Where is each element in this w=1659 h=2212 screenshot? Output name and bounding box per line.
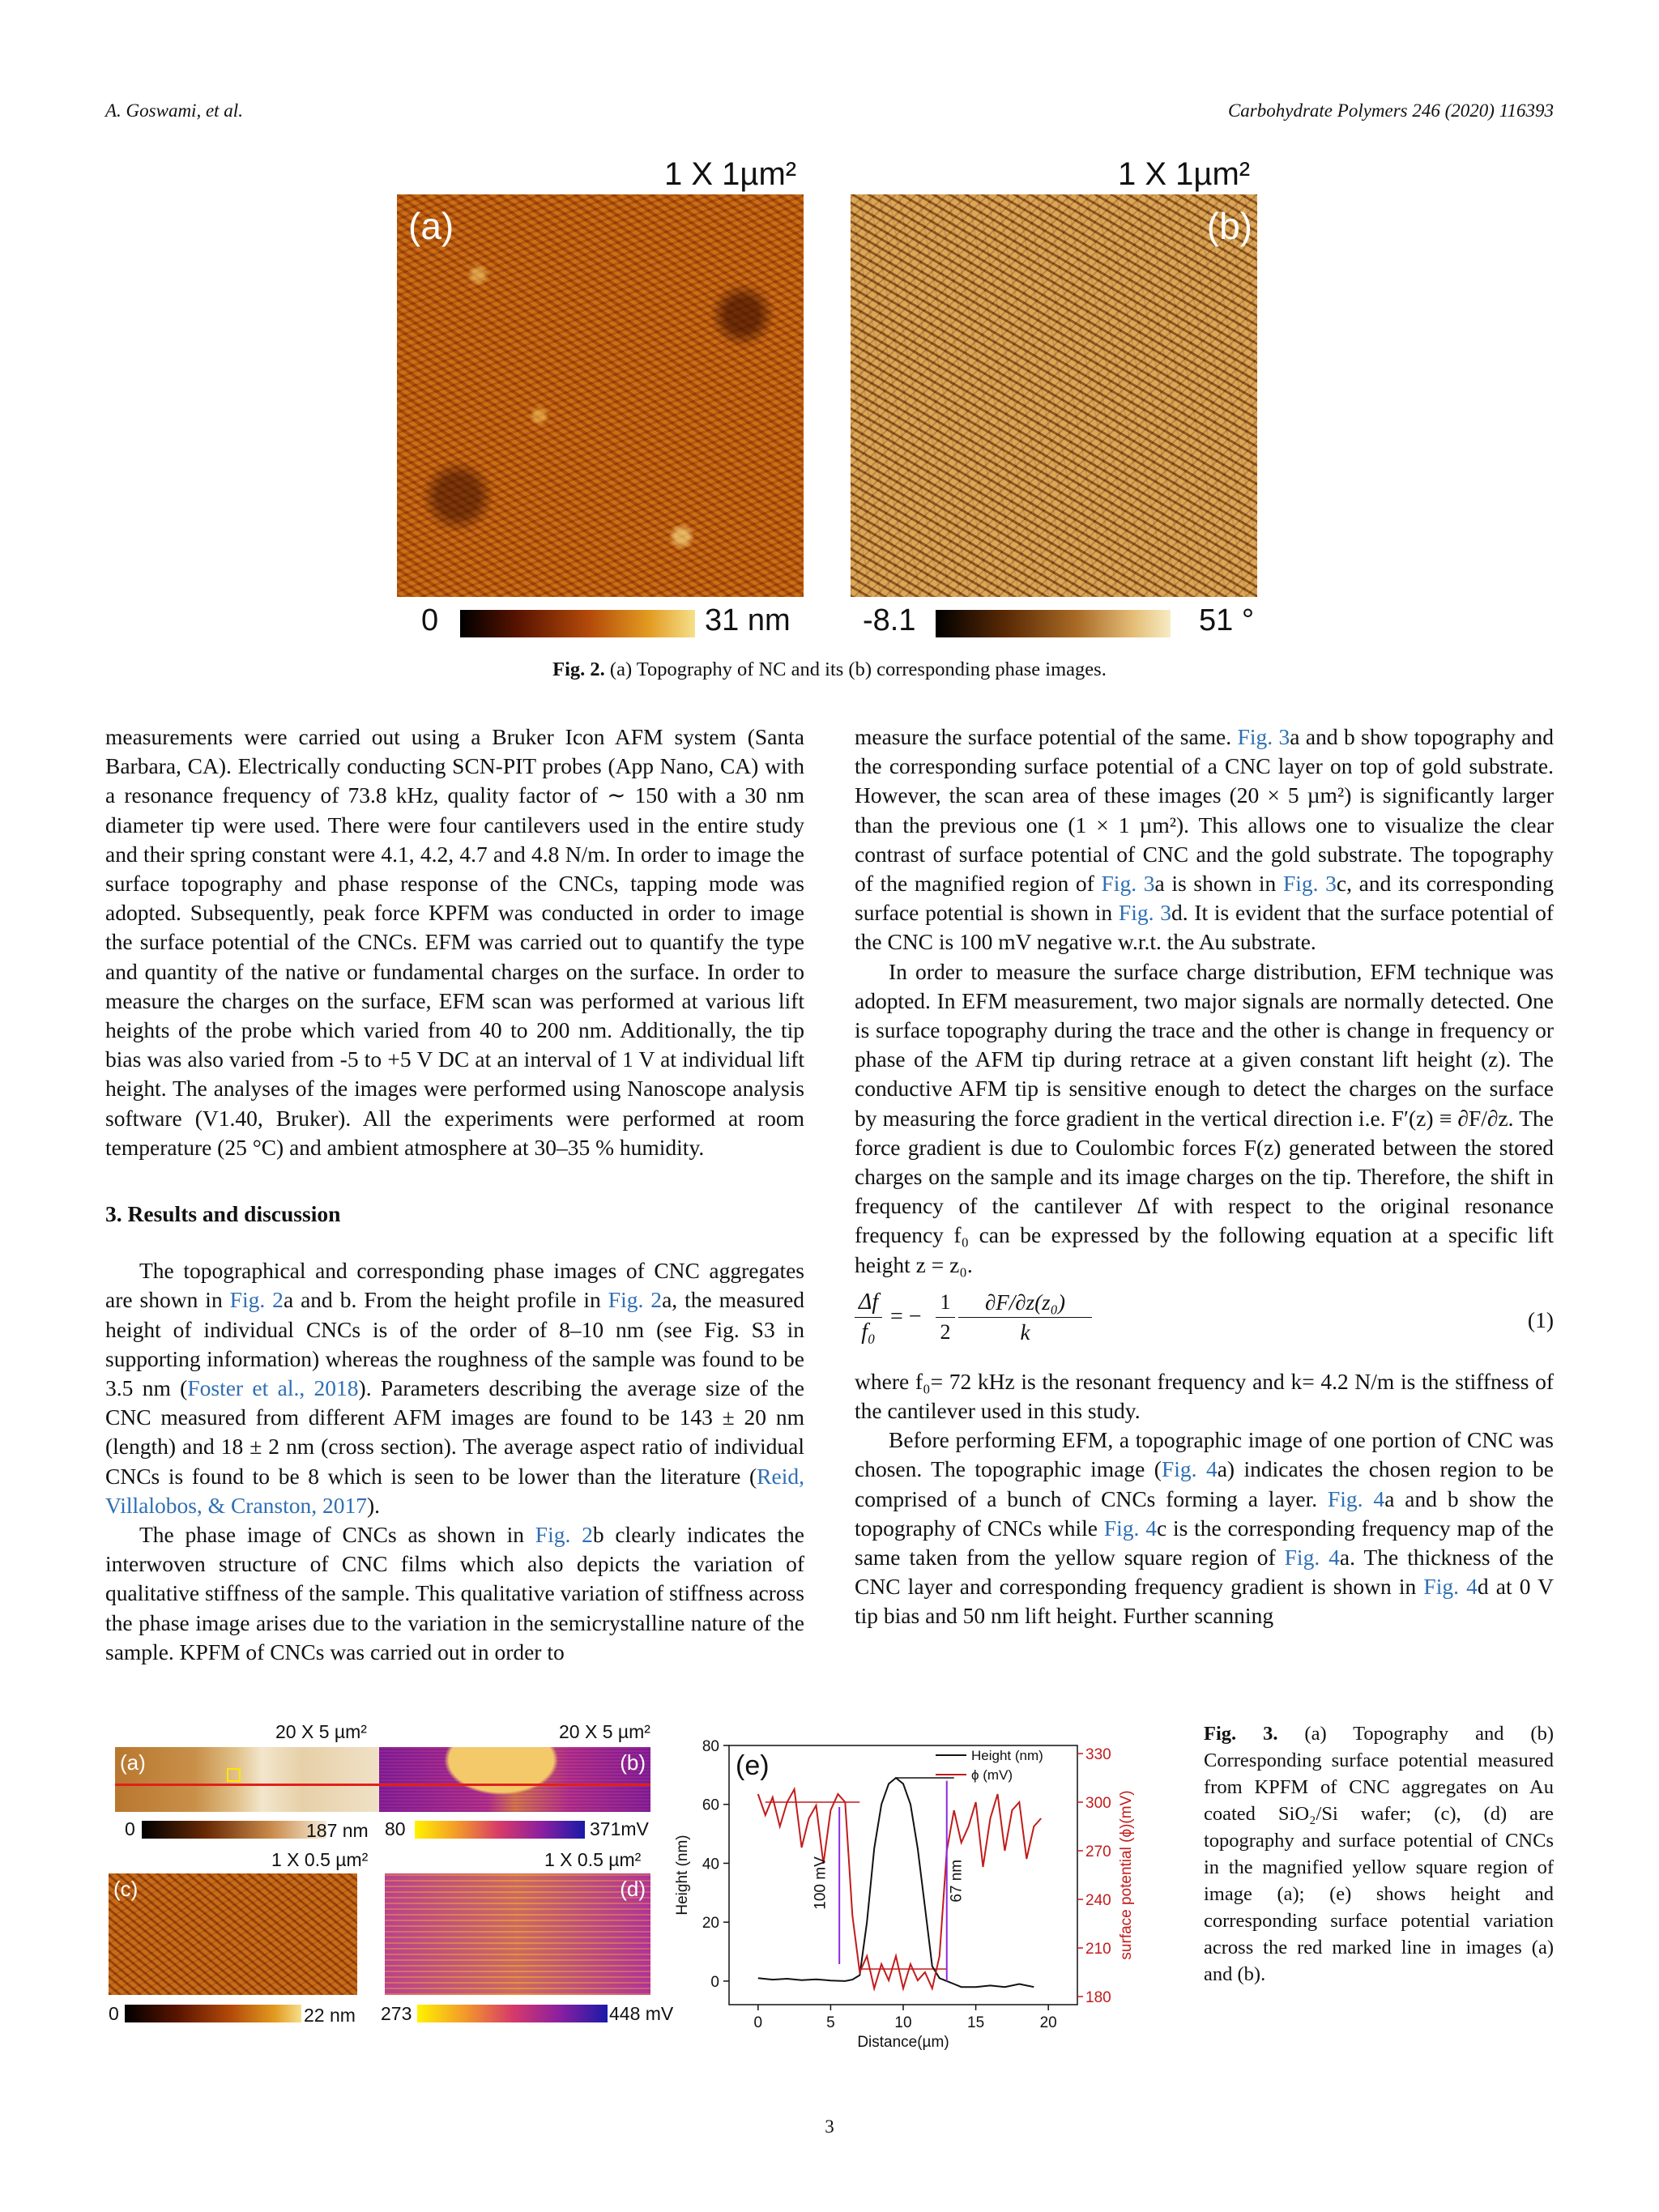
fig3d-label: (d) — [620, 1877, 646, 1901]
running-header-authors: A. Goswami, et al. — [105, 100, 243, 121]
y-axis-label: Height (nm) — [674, 1835, 691, 1916]
right-column — [855, 722, 1554, 1631]
paragraph-efm: In order to measure the surface charge distribution, EFM technique was adopted. In EFM measurement, two major signals are normally detected. One is surface topography during the trace and the other is change in frequency or phase of the AFM tip during retrace at a given constant lift height (z). The conductive AFM tip is sensitive enough to detect the charges on the surface by measuring the force gradient in the vertical direction i.e. F′(z) ≡ ∂F/∂z. The force gradient is due to Coulombic forces F(z) generated between the stored charges on the sample and its image charges on the tip. Therefore, the shift in frequency of the cantilever Δf with respect to the original resonance frequency f₀ can be expressed by the following equation at a specific lift height z = z₀. — [855, 958, 1554, 1277]
running-header-journal: Carbohydrate Polymers 246 (2020) 116393 — [1227, 100, 1554, 121]
equation-1 — [855, 1288, 1554, 1356]
fig3c-colorbar — [125, 2005, 301, 2022]
link-fig4[interactable]: Fig. 4 — [1161, 1456, 1218, 1482]
x-tick-label: 0 — [753, 2014, 763, 2031]
eq-gradient-numerator: ∂F/∂z(z₀) — [958, 1288, 1092, 1318]
fig2a-colorbar — [460, 610, 695, 637]
x-tick-label: 10 — [894, 2014, 912, 2031]
y-right-tick-label: 270 — [1085, 1843, 1111, 1860]
fig3c-topography-image — [109, 1873, 357, 1995]
paragraph-methods-cont: measurements were carried out using a Bruker Icon AFM system (Santa Barbara, CA). Electrically conducting SCN-PIT probes (App Nano, CA) with a resonance frequency of 73.8 kHz, quality factor of ∼ 150 with a 30 nm diameter tip were used. There were four cantilevers used in the entire study and their spring constant were 4.1, 4.2, 4.7 and 4.8 N/m. In order to image the surface topography and phase response of the CNCs, tapping mode was adopted. Subsequently, peak force KPFM was conducted in order to image the surface potential of the CNCs. EFM was carried out to quantify the type and quantity of the native or fundamental charges on the surface. In order to measure the charges on the surface, EFM scan was performed at various lift heights of the probe which varied from 40 to 200 nm. Additionally, the tip bias was also varied from -5 to +5 V DC at an interval of 1 V at individual lift height. The analyses of the images were performed using Nanoscope analysis software (V1.40, Bruker). All the experiments were performed at room temperature (25 °C) and ambient atmosphere at 30–35 % humidity. — [105, 724, 804, 1160]
fig3a-topography-image — [115, 1747, 382, 1812]
fig2a-cbar-max: 31 nm — [705, 603, 791, 637]
paragraph-results-1: The topographical and corresponding phase images of CNC aggregates are shown in Fig. 2a and b. From the height profile in Fig. 2a, the measured height of individual CNCs is of the order of 8–10 nm (see Fig. S3 in supporting information) whereas the roughness of the sample was found to be 3.5 nm (Foster et al., 2018). Parameters describing the average size of the CNC measured from different AFM images are found to be 143 ± 20 nm (length) and 18 ± 2 nm (cross section). The average aspect ratio of individual CNCs is found to be 8 which is seen to be lower than the literature (Reid, Villalobos, & Cranston, 2017). — [105, 1258, 805, 1518]
y-right-tick-label: 330 — [1085, 1746, 1111, 1763]
x-tick-label: 5 — [826, 2014, 835, 2031]
fig3b-profile-line — [379, 1784, 650, 1786]
left-column — [105, 722, 804, 1667]
paragraph-kpfm: measure the surface potential of the same. Fig. 3a and b show topography and the corresponding surface potential of a CNC layer on top of gold substrate. However, the scan area of these images (20 × 5 µm²) is significantly larger than the previous one (1 × 1 µm²). This allows one to visualize the clear contrast of surface potential of CNC and the gold substrate. The topography of the magnified region of Fig. 3a is shown in Fig. 3c, and its corresponding surface potential is shown in Fig. 3d. It is evident that the surface potential of the CNC is 100 mV negative w.r.t. the Au substrate. — [855, 724, 1555, 955]
page-number: 3 — [825, 2116, 834, 2137]
y-tick-label: 20 — [702, 1915, 719, 1933]
legend-label-potential: ϕ (mV) — [971, 1767, 1013, 1783]
fig2a-label: (a) — [408, 205, 454, 247]
fig2-caption-label: Fig. 2. — [552, 658, 605, 680]
fig2-caption — [0, 658, 1659, 681]
fig3a-label: (a) — [120, 1750, 146, 1775]
fig3d-colorbar — [417, 2005, 608, 2022]
fig2a-topography-image — [397, 194, 804, 597]
fig3b-cbar-min: 80 — [385, 1818, 406, 1839]
eq-lhs-denominator: f₀ — [861, 1319, 876, 1345]
eq-equals-minus: = − — [890, 1303, 922, 1329]
y-tick-label: 60 — [702, 1796, 719, 1814]
fig3b-potential-image — [379, 1747, 650, 1812]
figure-3 — [105, 1721, 1207, 2069]
link-fig3[interactable]: Fig. 3 — [1282, 871, 1337, 897]
fig3d-cbar-min: 273 — [381, 2003, 412, 2024]
legend-label-height: Height (nm) — [971, 1748, 1043, 1763]
fig3-caption — [1204, 1720, 1554, 1988]
fig2b-cbar-min: -8.1 — [863, 603, 916, 637]
fig3a-cbar-max: 187 nm — [306, 1820, 369, 1841]
fig3b-label: (b) — [620, 1750, 646, 1775]
figure-2 — [397, 150, 1272, 652]
y-tick-label: 40 — [702, 1856, 719, 1873]
y-right-tick-label: 300 — [1085, 1795, 1111, 1812]
paragraph-where: where f₀= 72 kHz is the resonant frequency and k= 4.2 N/m is the stiffness of the cantilever used in this study. — [855, 1368, 1554, 1424]
y-tick-label: 80 — [702, 1738, 719, 1755]
x-tick-label: 15 — [967, 2014, 985, 2031]
fig3d-scale: 1 X 0.5 µm² — [544, 1849, 642, 1870]
fig2b-scale: 1 X 1µm² — [1118, 156, 1251, 192]
link-ref-reid[interactable]: Reid, Villalobos, & Cranston, 2017 — [105, 1463, 804, 1518]
x-tick-label: 20 — [1039, 2014, 1057, 2031]
link-fig4[interactable]: Fig. 4 — [1103, 1515, 1157, 1541]
fig3d-cbar-max: 448 mV — [609, 2003, 674, 2024]
link-fig2[interactable]: Fig. 2 — [229, 1287, 284, 1313]
fig2a-cbar-min: 0 — [421, 603, 439, 637]
link-fig4[interactable]: Fig. 4 — [1284, 1545, 1340, 1571]
fig2a-scale: 1 X 1µm² — [664, 156, 797, 192]
fig3b-colorbar — [415, 1821, 585, 1839]
chart-panel-label: (e) — [736, 1750, 770, 1781]
eq-half-numerator: 1 — [936, 1288, 955, 1318]
fig3a-colorbar — [142, 1821, 326, 1839]
x-axis-label: Distance(µm) — [857, 2034, 949, 2051]
fig3c-cbar-max: 22 nm — [304, 2005, 356, 2026]
section-title-results: 3. Results and discussion — [105, 1201, 341, 1227]
fig3a-yellow-square — [227, 1768, 241, 1782]
fig2b-label: (b) — [1206, 205, 1252, 247]
y-right-tick-label: 210 — [1085, 1941, 1111, 1958]
eq-lhs-numerator: Δf — [855, 1288, 882, 1318]
fig3-caption-text: (a) Topography and (b) Corresponding surface potential measured from KPFM of CNC aggregates on Au coated SiO₂/Si wafer; (c), (d) are topography and surface potential of CNCs in the magnified yellow square region of image (a); (e) shows height and corresponding surface potential variation across the red marked line in images (a) and (b). — [1204, 1723, 1555, 1985]
y-right-tick-label: 180 — [1085, 1989, 1111, 2006]
fig3-caption-label: Fig. 3. — [1204, 1723, 1278, 1745]
fig3d-potential-image — [385, 1873, 650, 1995]
fig2-caption-text: (a) Topography of NC and its (b) corresponding phase images. — [604, 658, 1107, 680]
eq-number: (1) — [1527, 1306, 1554, 1332]
annotation-100mv: 100 mV — [812, 1856, 830, 1910]
fig2b-cbar-max: 51 ° — [1199, 603, 1255, 637]
y-tick-label: 0 — [710, 1973, 719, 1991]
fig3c-scale: 1 X 0.5 µm² — [271, 1849, 369, 1870]
fig3a-profile-line — [115, 1784, 382, 1786]
y-right-tick-label: 240 — [1085, 1892, 1111, 1909]
annotation-67nm: 67 nm — [948, 1859, 966, 1903]
fig3b-scale: 20 X 5 µm² — [559, 1721, 650, 1742]
link-fig2[interactable]: Fig. 2 — [535, 1522, 593, 1548]
eq-gradient-denominator: k — [1020, 1320, 1030, 1345]
eq-half-denominator: 2 — [940, 1320, 951, 1345]
link-fig2[interactable]: Fig. 2 — [608, 1287, 663, 1313]
link-fig3[interactable]: Fig. 3 — [1237, 724, 1290, 749]
fig3c-cbar-min: 0 — [109, 2003, 119, 2024]
fig3b-cbar-max: 371mV — [590, 1818, 649, 1839]
fig3c-label: (c) — [113, 1877, 139, 1901]
link-ref-foster[interactable]: Foster et al., 2018 — [187, 1375, 359, 1401]
fig2b-phase-image — [851, 194, 1257, 597]
fig3a-scale: 20 X 5 µm² — [275, 1721, 367, 1742]
fig3e-line-chart — [656, 1721, 1207, 2069]
y-right-axis-label: surface potential (ϕ)(mV) — [1118, 1790, 1135, 1960]
link-fig3[interactable]: Fig. 3 — [1118, 900, 1171, 926]
link-fig4[interactable]: Fig. 4 — [1423, 1574, 1478, 1600]
paragraph-efm-procedure: Before performing EFM, a topographic image of one portion of CNC was chosen. The topographic image (Fig. 4a) indicates the chosen region to be comprised of a bunch of CNCs forming a layer. Fig. 4a and b show the topography of CNCs while Fig. 4c is the corresponding frequency map of the same taken from the yellow square region of Fig. 4a. The thickness of the CNC layer and corresponding frequency gradient is shown in Fig. 4d at 0 V tip bias and 50 nm lift height. Further scanning — [855, 1427, 1554, 1629]
link-fig3[interactable]: Fig. 3 — [1101, 871, 1155, 897]
paragraph-results-2: The phase image of CNCs as shown in Fig. 2b clearly indicates the interwoven structure of CNC films which also depicts the variation of qualitative stiffness of the sample. This qualitative variation of stiffness across the phase image arises due to the variation in the semicrystalline nature of the sample. KPFM of CNCs was carried out in order to — [105, 1522, 804, 1664]
link-fig4[interactable]: Fig. 4 — [1328, 1485, 1385, 1511]
fig3a-cbar-min: 0 — [125, 1818, 135, 1839]
fig2b-colorbar — [936, 610, 1171, 637]
